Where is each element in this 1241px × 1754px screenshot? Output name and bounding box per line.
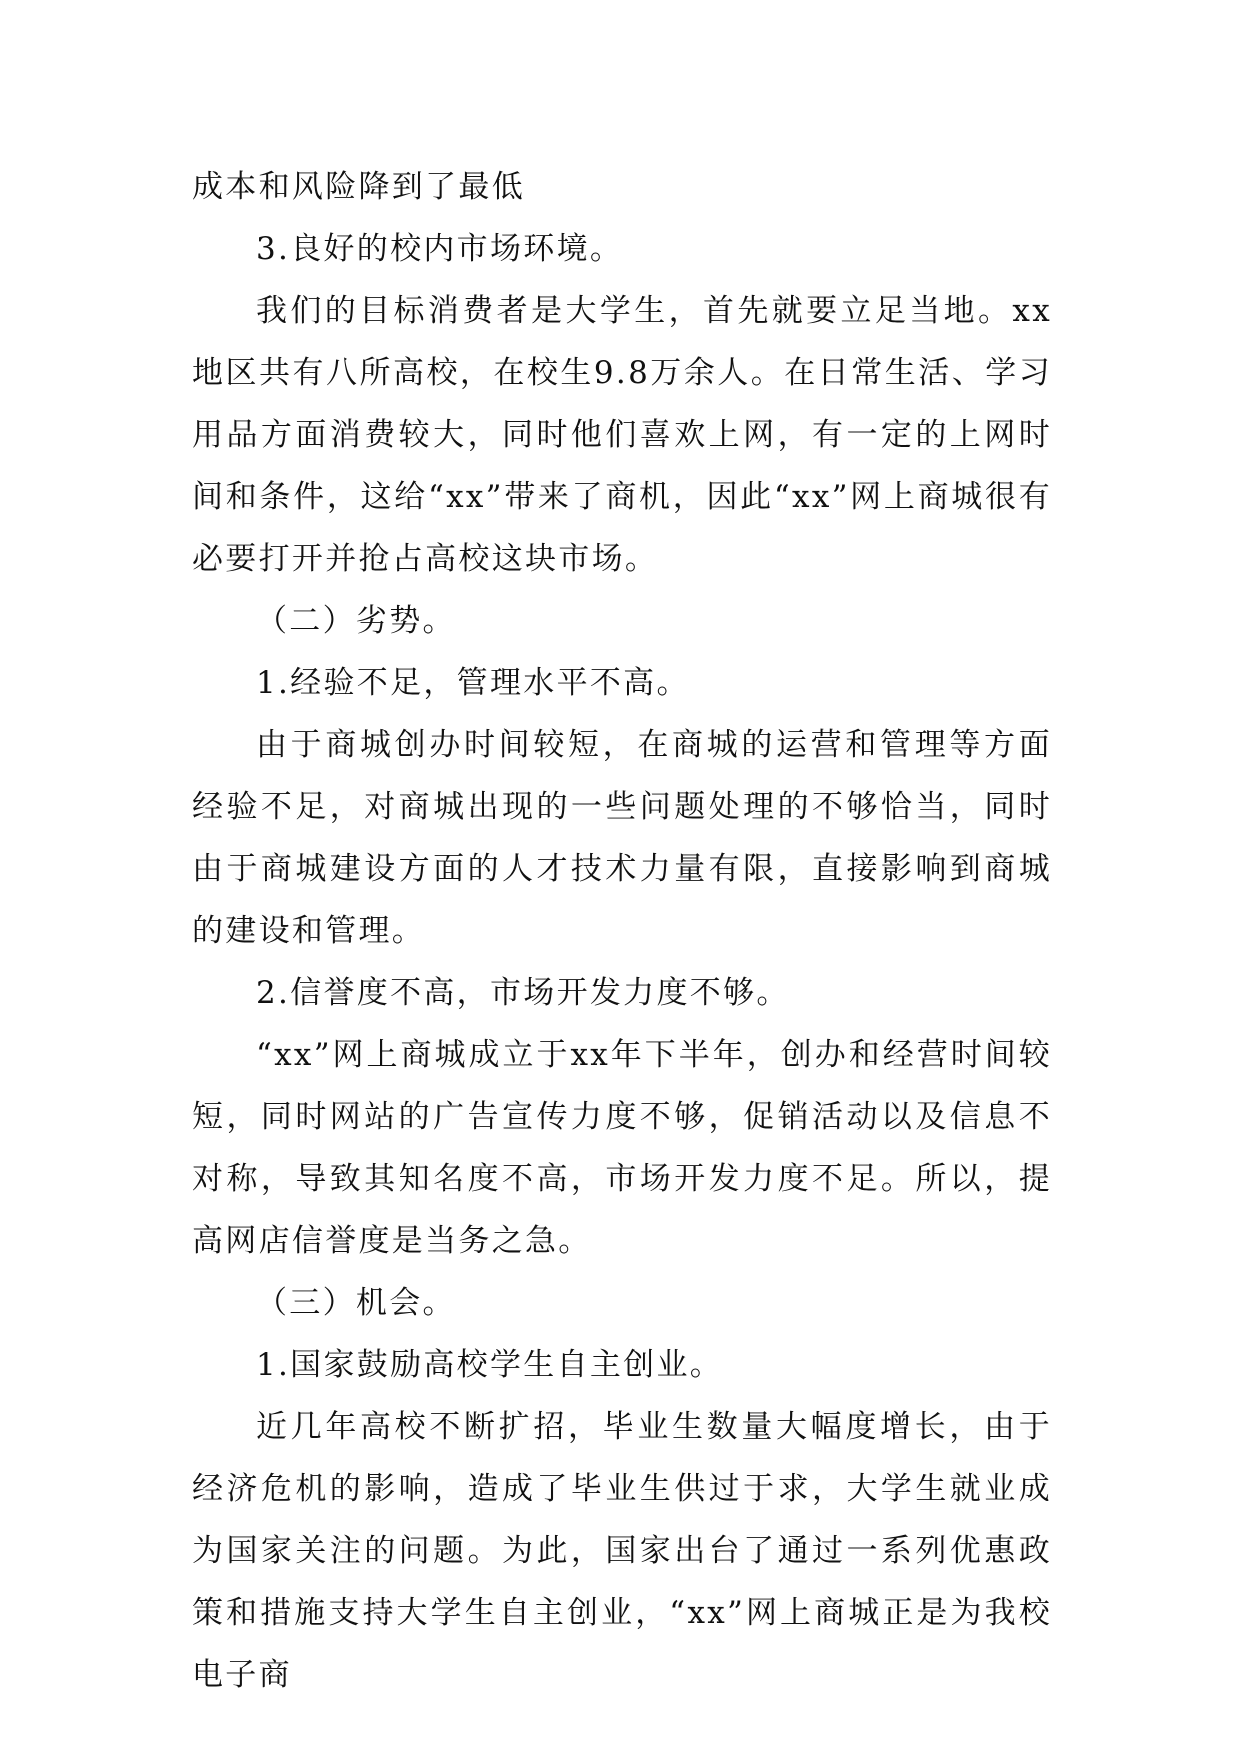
paragraph-reputation: “xx”网上商城成立于xx年下半年，创办和经营时间较短，同时网站的广告宣传力度不够，促销活动以及信息不对称，导致其知名度不高，市场开发力度不足。所以，提高网店信誉度是当务之急。 bbox=[192, 1037, 1052, 1259]
subheading-experience: 1.经验不足，管理水平不高。 bbox=[256, 665, 690, 701]
document-body bbox=[192, 156, 1052, 1706]
subheading-entrepreneurship: 1.国家鼓励高校学生自主创业。 bbox=[256, 1347, 724, 1383]
section-heading-weaknesses: （二）劣势。 bbox=[256, 603, 456, 639]
paragraph-target-consumers: 我们的目标消费者是大学生，首先就要立足当地。xx地区共有八所高校，在校生9.8万余人。在日常生活、学习用品方面消费较大，同时他们喜欢上网，有一定的上网时间和条件，这给“xx”带来了商机，因此“xx”网上商城很有必要打开并抢占高校这块市场。 bbox=[192, 293, 1052, 577]
section-heading-opportunities: （三）机会。 bbox=[256, 1285, 456, 1321]
subheading-campus-market: 3.良好的校内市场环境。 bbox=[256, 231, 624, 267]
paragraph-experience: 由于商城创办时间较短，在商城的运营和管理等方面经验不足，对商城出现的一些问题处理的不够恰当，同时由于商城建设方面的人才技术力量有限，直接影响到商城的建设和管理。 bbox=[192, 727, 1052, 949]
paragraph-continuation: 成本和风险降到了最低 bbox=[192, 169, 525, 205]
subheading-reputation: 2.信誉度不高，市场开发力度不够。 bbox=[256, 975, 790, 1011]
paragraph-entrepreneurship: 近几年高校不断扩招，毕业生数量大幅度增长，由于经济危机的影响，造成了毕业生供过于求，大学生就业成为国家关注的问题。为此，国家出台了通过一系列优惠政策和措施支持大学生自主创业，“xx”网上商城正是为我校电子商 bbox=[192, 1409, 1052, 1693]
